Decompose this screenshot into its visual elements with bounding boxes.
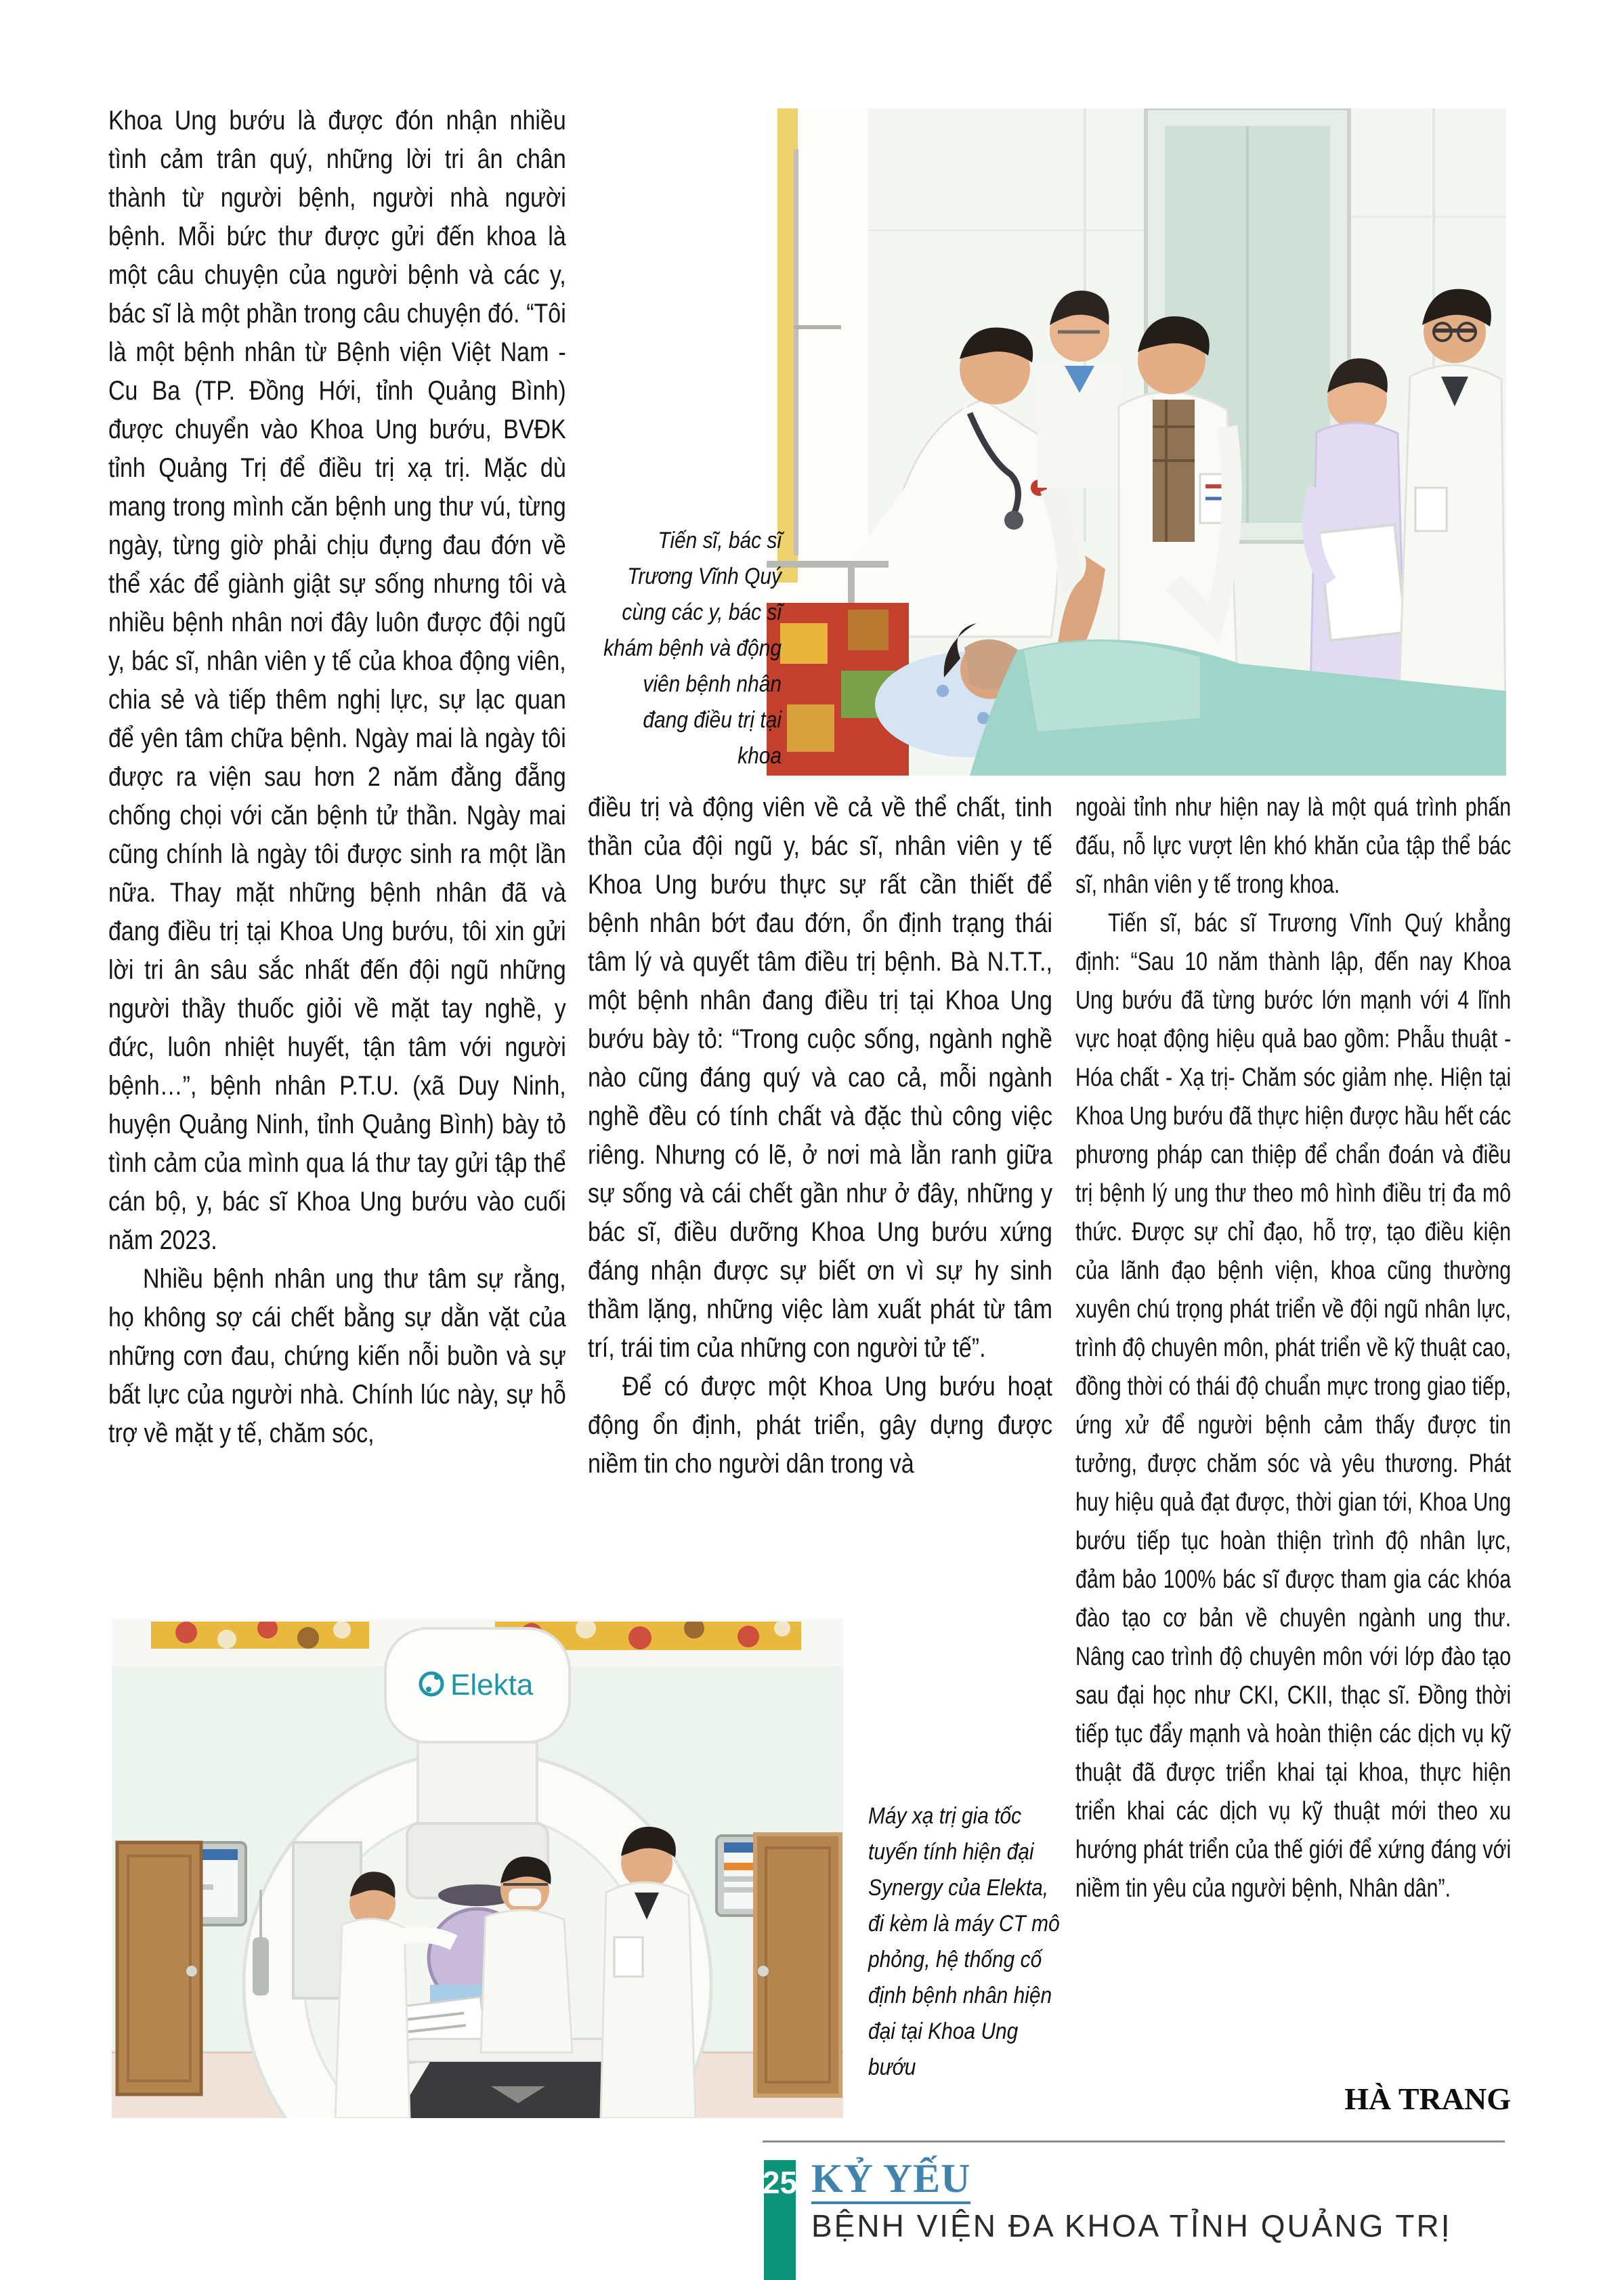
door-left <box>117 1842 201 2094</box>
yearbook-title: KỶ YẾU <box>811 2158 970 2204</box>
photo2-caption: Máy xạ trị gia tốc tuyến tính hiện đại Synergy của Elekta, đi kèm là máy CT mô phỏng, hệ thống cố định bệnh nhân hiện đại tại Khoa Ung bướu <box>868 1803 1060 2080</box>
door-right <box>755 1834 840 2096</box>
footer-titles <box>811 2158 1509 2244</box>
photo-ward-round <box>767 108 1506 776</box>
id-badge <box>614 1937 643 1977</box>
paragraph: Nhiều bệnh nhân ung thư tâm sự rằng, họ không sợ cái chết bằng sự dằn vặt của những cơn đau, chứng kiến nỗi buồn và sự bất lực của người nhà. Chính lúc này, sự hỗ trợ về mặt y tế, chăm sóc, <box>108 1264 566 1448</box>
paragraph: Khoa Ung bướu là được đón nhận nhiều tình cảm trân quý, những lời tri ân chân thành từ người bệnh, người nhà người bệnh. Mỗi bức thư được gửi đến khoa là một câu chuyện của người bệnh và các y, bác sĩ là một phần trong câu chuyện đó. “Tôi là một bệnh nhân từ Bệnh viện Việt Nam - Cu Ba (TP. Đồng Hới, tỉnh Quảng Bình) được chuyển vào Khoa Ung bướu, BVĐK tỉnh Quảng Trị để điều trị xạ trị. Mặc dù mang trong mình căn bệnh ung thư vú, từng ngày, từng giờ phải chịu đựng đau đớn về thể xác để giành giật sự sống nhưng tôi và nhiều bệnh nhân nơi đây luôn được đội ngũ y, bác sĩ, nhân viên y tế của khoa động viên, chia sẻ và tiếp thêm nghị lực, sự lạc quan để yên tâm chữa bệnh. Ngày mai là ngày tôi được ra viện sau hơn 2 năm đằng đẵng chống chọi với căn bệnh tử thần. Ngày mai cũng chính là ngày tôi được sinh ra một lần nữa. Thay mặt những bệnh nhân đã và đang điều trị tại Khoa Ung bướu, tôi xin gửi lời tri ân sâu sắc nhất đến đội ngũ những người thầy thuốc giỏi về mặt tay nghề, y đức, luôn nhiệt huyết, tận tâm với người bệnh…”, bệnh nhân P.T.U. (xã Duy Ninh, huyện Quảng Ninh, tỉnh Quảng Bình) bày tỏ tình cảm của mình qua lá thư tay gửi tập thể cán bộ, y, bác sĩ Khoa Ung bướu vào cuối năm 2023. <box>108 106 566 1255</box>
photo1-caption: Tiến sĩ, bác sĩ Trương Vĩnh Quý cùng các y, bác sĩ khám bệnh và động viên bệnh nhân đang điều trị tại khoa <box>603 528 782 769</box>
linac-room-illustration <box>112 1619 843 2118</box>
page-number: 25 <box>762 2165 798 2200</box>
paragraph: điều trị và động viên về cả về thể chất, tinh thần của đội ngũ y, bác sĩ, nhân viên y tế Khoa Ung bướu thực sự rất cần thiết để bệnh nhân bớt đau đớn, ổn định trạng thái tâm lý và quyết tâm điều trị bệnh. Bà N.T.T., một bệnh nhân đang điều trị tại Khoa Ung bướu bày tỏ: “Trong cuộc sống, ngành nghề nào cũng đáng quý và cao cả, mỗi ngành nghề đều có tính chất và đặc thù công việc riêng. Nhưng có lẽ, ở nơi mà lằn ranh giữa sự sống và cái chết gần như ở đây, những y bác sĩ, điều dưỡng Khoa Ung bướu xứng đáng nhận được sự biết ơn vì sự hy sinh thầm lặng, những việc làm xuất phát từ tâm trí, trái tim của những con người tử tế”. <box>588 793 1052 1363</box>
bed-rail <box>767 561 889 568</box>
text-column-3 <box>1075 788 1511 2079</box>
hand-control <box>253 1937 269 1996</box>
text-column-2 <box>588 788 1052 1611</box>
text-column-1 <box>108 102 566 1612</box>
photo-linac-room <box>112 1619 843 2118</box>
face-mask <box>509 1888 541 1906</box>
page-number-bar <box>764 2160 796 2280</box>
hospital-name: BỆNH VIỆN ĐA KHOA TỈNH QUẢNG TRỊ <box>811 2208 1452 2243</box>
iv-pole <box>794 149 798 555</box>
paragraph: Để có được một Khoa Ung bướu hoạt động ổn định, phát triển, gây dựng được niềm tin cho người dân trong và <box>588 1372 1052 1479</box>
skylight-panel-left <box>148 1619 372 1651</box>
document-folder <box>1319 525 1406 641</box>
elekta-logo-text: Elekta <box>450 1668 534 1702</box>
footer-rule <box>763 2140 1505 2142</box>
author-byline: HÀ TRANG <box>1344 2082 1511 2116</box>
paragraph: Tiến sĩ, bác sĩ Trương Vĩnh Quý khẳng định: “Sau 10 năm thành lập, đến nay Khoa Ung bướu đã từng bước lớn mạnh với 4 lĩnh vực hoạt động hiệu quả bao gồm: Phẫu thuật - Hóa chất - Xạ trị- Chăm sóc giảm nhẹ. Hiện tại Khoa Ung bướu đã thực hiện được hầu hết các phương pháp can thiệp để chẩn đoán và điều trị bệnh lý ung thư theo mô hình điều trị đa mô thức. Được sự chỉ đạo, hỗ trợ, tạo điều kiện của lãnh đạo bệnh viện, khoa cũng thường xuyên chú trọng phát triển về đội ngũ nhân lực, trình độ chuyên môn, phát triển về kỹ thuật cao, đồng thời có thái độ chuẩn mực trong giao tiếp, ứng xử để người bệnh cảm thấy được tin tưởng, được chăm sóc và yêu thương. Phát huy hiệu quả đạt được, thời gian tới, Khoa Ung bướu tiếp tục hoàn thiện trình độ nhân lực, đảm bảo 100% bác sĩ được tham gia các khóa đào tạo cơ bản về chuyên ngành ung thư. Nâng cao trình độ chuyên môn với lớp đào tạo sau đại học như CKI, CKII, thạc sĩ. Đồng thời tiếp tục đẩy mạnh và hoàn thiện các dịch vụ kỹ thuật đã được triển khai tại khoa, thực hiện triển khai các dịch vụ kỹ thuật mới theo xu hướng phát triển của thế giới để xứng đáng với niềm tin yêu của người bệnh, Nhân dân”. <box>1075 909 1511 1903</box>
paragraph: ngoài tỉnh như hiện nay là một quá trình phấn đấu, nỗ lực vượt lên khó khăn của tập thể bác sĩ, nhân viên y tế trong khoa. <box>1075 793 1511 899</box>
ward-round-illustration <box>767 108 1506 776</box>
